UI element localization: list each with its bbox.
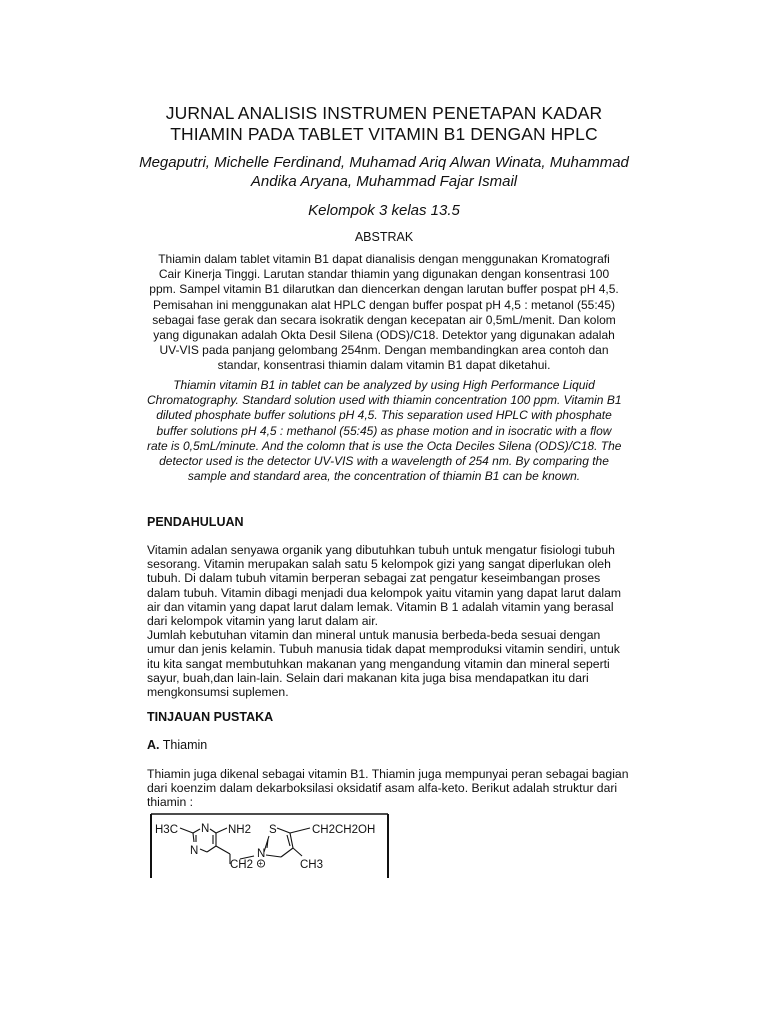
body-line: air dan vitamin yang dapat larut dalam lemak. Vitamin B 1 adalah vitamin yang berasal (147, 599, 614, 614)
thiamin-structure-svg (150, 812, 390, 880)
abstract-line: rate is 0,5mL/minute. And the colomn that is use the Octa Deciles Silena (ODS)/C18. The (147, 438, 622, 453)
label-plus: + (258, 859, 263, 869)
body-line: dalam tubuh. Vitamin dibagi menjadi dua kelompok yaitu vitamin yang dapat larut dalam (147, 585, 622, 600)
author-list (100, 153, 668, 191)
label-s: S (269, 824, 277, 836)
abstract-line: sample and standard area, the concentration of thiamin B1 can be known. (187, 469, 581, 484)
label-n-top: N (201, 823, 210, 835)
body-line: mengkonsumsi suplemen. (147, 685, 289, 700)
authors-line-1: Megaputri, Michelle Ferdinand, Muhamad Ariq Alwan Winata, Muhammad (139, 154, 629, 171)
pendahuluan-body (147, 543, 647, 699)
label-ch2ch2oh: CH2CH2OH (312, 824, 376, 836)
abstract-line: standar, konsentrasi thiamin dalam vitamin B1 dapat diketahui. (217, 358, 551, 373)
label-ch2: CH2 (230, 859, 254, 871)
subsection-title: Thiamin (162, 738, 208, 752)
abstract-indonesian (147, 252, 621, 374)
label-n-thiazolium: N (257, 848, 266, 860)
body-line: sesorang. Vitamin merupakan salah satu 5 kelompok gizi yang sangat diperlukan oleh (147, 557, 611, 572)
tinjauan-heading: TINJAUAN PUSTAKA (147, 710, 274, 724)
body-line: thiamin : (147, 795, 194, 810)
abstract-line: ppm. Sampel vitamin B1 dilarutkan dan diencerkan dengan larutan buffer pospat pH 4,5. (149, 282, 619, 297)
authors-line-2: Andika Aryana, Muhammad Fajar Ismail (250, 173, 518, 190)
pendahuluan-heading: PENDAHULUAN (147, 515, 244, 529)
abstract-line: Thiamin dalam tablet vitamin B1 dapat dianalisis dengan menggunakan Kromatografi (158, 252, 610, 266)
body-line: Jumlah kebutuhan vitamin dan mineral untuk manusia berbeda-beda sesuai dengan (147, 628, 601, 643)
body-line: umur dan jenis kelamin. Tubuh manusia tidak dapat memproduksi vitamin sendiri, untuk (147, 642, 620, 657)
label-h3c: H3C (155, 824, 179, 836)
title-line-2: THIAMIN PADA TABLET VITAMIN B1 DENGAN HPLC (170, 124, 598, 144)
article-title (100, 103, 668, 145)
body-line: sayur, buah,dan lain-lain. Selain dari makanan kita juga bisa mendapatkan itu dari (147, 670, 589, 685)
title-line-1: JURNAL ANALISIS INSTRUMEN PENETAPAN KADAR (165, 103, 603, 123)
abstract-english (147, 378, 621, 484)
abstract-line: sebagai fase gerak dan secara isokratik dengan kecepatan air 0,5mL/menit. Dan kolom (152, 312, 616, 327)
subsection-letter: A. (147, 738, 160, 752)
abstract-line: UV-VIS pada panjang gelombang 254nm. Dengan membandingkan area contoh dan (159, 343, 609, 358)
subsection-thiamin (147, 738, 207, 753)
body-line: dari koenzim dalam dekarboksilasi oksidatif asam alfa-keto. Berikut adalah struktur dari (147, 781, 618, 796)
abstract-line: Pemisahan ini menggunakan alat HPLC dengan buffer pospat pH 4,5 : metanol (55:45) (152, 297, 616, 312)
body-line: Thiamin juga dikenal sebagai vitamin B1. Thiamin juga mempunyai peran sebagai bagian (147, 767, 629, 781)
body-line: tubuh. Di dalam tubuh vitamin berperan sebagai zat pengatur keseimbangan proses (147, 571, 601, 586)
abstract-line: Chromatography. Standard solution used with thiamin concentration 100 ppm. Vitamin B1 (147, 393, 622, 408)
body-line: itu kita sangat membutuhkan makanan yang mengandung vitamin dan mineral seperti (147, 656, 610, 671)
label-ch3: CH3 (300, 859, 324, 871)
abstract-heading: ABSTRAK (354, 230, 414, 244)
abstract-line: Cair Kinerja Tinggi. Larutan standar thiamin yang digunakan dengan konsentrasi 100 (158, 267, 610, 282)
thiamin-structure-figure (150, 812, 390, 880)
body-line: dari kelompok vitamin yang larut dalam air. (147, 614, 378, 629)
tinjauan-body (147, 767, 647, 810)
abstract-line: detector used is the detector UV-VIS with a wavelength of 254 nm. By comparing the (159, 454, 609, 469)
abstract-line: diluted phosphate buffer solutions pH 4,5. This separation used HPLC with phosphate (156, 408, 612, 423)
body-line: Vitamin adalan senyawa organik yang dibutuhkan tubuh untuk mengatur fisiologi tubuh (147, 543, 615, 557)
abstract-line: yang digunakan adalah Okta Desil Silena (ODS)/C18. Detektor yang digunakan adalah (153, 328, 615, 343)
group-label: Kelompok 3 kelas 13.5 (308, 202, 460, 219)
label-n-bottom: N (190, 845, 199, 857)
label-nh2: NH2 (228, 824, 252, 836)
abstract-line: Thiamin vitamin B1 in tablet can be analyzed by using High Performance Liquid (173, 378, 595, 392)
abstract-line: buffer solutions pH 4,5 : methanol (55:45) as phase motion and in isocratic with a flow (156, 423, 612, 438)
